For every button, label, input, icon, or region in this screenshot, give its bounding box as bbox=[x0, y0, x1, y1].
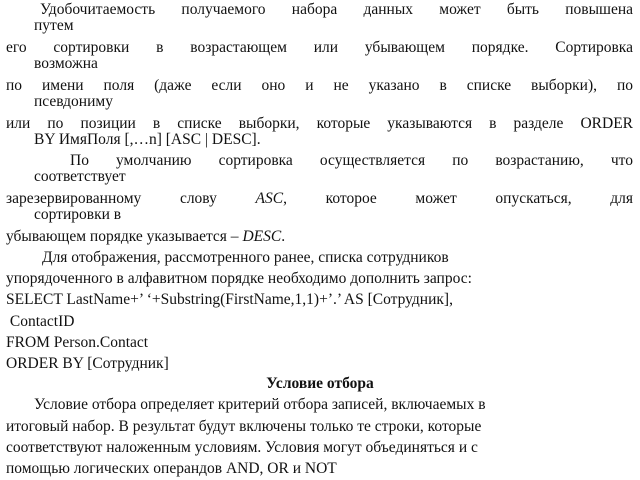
p1-line-5: по имени поля (даже если оно и не указано в списке выборки), по bbox=[6, 77, 633, 94]
p2-line-4: сортировки в bbox=[34, 206, 122, 223]
sql-line-3: FROM Person.Contact bbox=[6, 334, 149, 351]
p1-line-2: путем bbox=[34, 17, 74, 34]
p2-line-1: По умолчанию сортировка осуществляется по возрастанию, что bbox=[70, 152, 633, 169]
p2-line-5: убывающем порядке указывается – DESC. bbox=[6, 228, 286, 245]
p1-line-1: Удобочитаемость получаемого набора данных может быть повышена bbox=[40, 1, 633, 18]
p2-line-2: соответствует bbox=[34, 168, 126, 185]
sql-line-1: SELECT LastName+’ ‘+Substring(FirstName,1,1)+’.’ AS [Сотрудник], bbox=[6, 291, 453, 308]
p1-line-6: псевдониму bbox=[34, 93, 113, 110]
desc-keyword: DESC bbox=[242, 228, 282, 245]
p4-line-1: Условие отбора определяет критерий отбора записей, включаемых в bbox=[34, 396, 486, 413]
p1-line-8: BY ИмяПоля [,…n] [ASC | DESC]. bbox=[34, 131, 261, 148]
p1-line-4: возможна bbox=[34, 55, 98, 72]
p1-line-3: его сортировки в возрастающем или убывающем порядке. Сортировка bbox=[6, 39, 633, 56]
asc-keyword: ASC bbox=[255, 190, 284, 207]
p2-line-3: зарезервированному слову ASC, которое может опускаться, для bbox=[6, 190, 633, 207]
p4-line-3: соответствуют наложенным условиям. Условия могут объединяться и с bbox=[6, 439, 478, 456]
p1-line-7: или по позиции в списке выборки, которые указываются в разделе ORDER bbox=[6, 115, 633, 132]
section-heading: Условие отбора bbox=[266, 375, 374, 392]
p4-line-4: помощью логических операндов AND, OR и NOT bbox=[6, 460, 337, 477]
sql-line-2: ContactID bbox=[6, 313, 75, 330]
p4-line-2: итоговый набор. В результат будут включены только те строки, которые bbox=[6, 418, 482, 435]
sql-line-4: ORDER BY [Сотрудник] bbox=[6, 355, 169, 372]
p3-line-1: Для отображения, рассмотренного ранее, списка сотрудников bbox=[42, 249, 449, 266]
p3-line-2: упорядоченного в алфавитном порядке необходимо дополнить запрос: bbox=[6, 270, 472, 287]
